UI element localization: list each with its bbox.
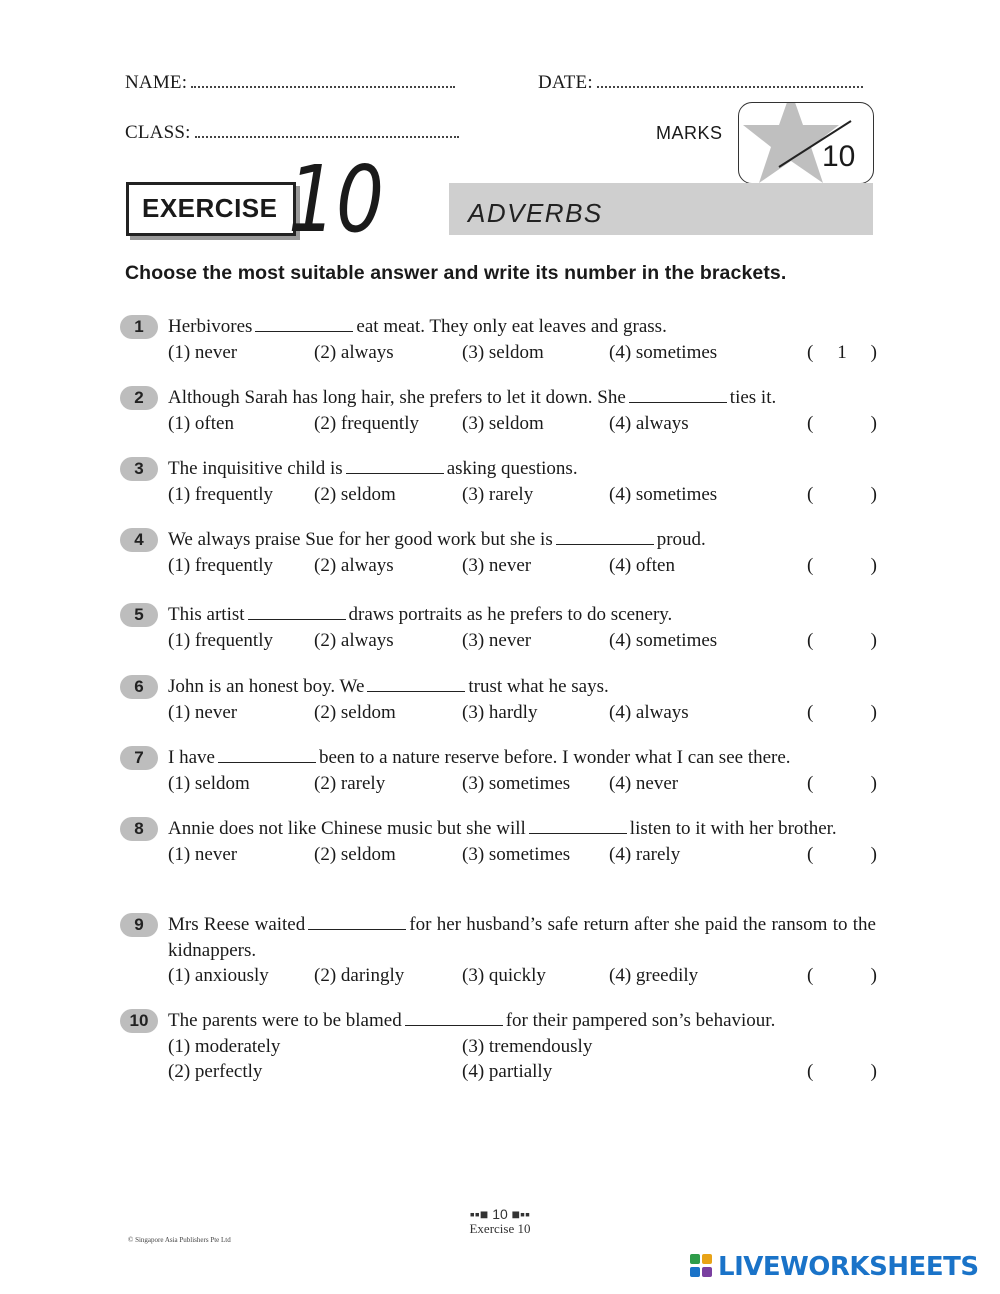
question-stem [168,527,876,553]
stem-part-2: proud. [656,529,706,550]
question-number-badge: 4 [120,528,158,552]
stem-part-1: I have [168,747,215,768]
option-1: (1) never [168,843,238,865]
logo-square-2 [702,1254,712,1264]
date-field [538,72,863,94]
option-3: (3) rarely [462,483,534,505]
question-number-badge: 5 [120,603,158,627]
option-4: (4) often [609,554,675,576]
page-number-text: 10 [492,1206,508,1222]
page-marks-left: ▪▪■ [469,1206,489,1222]
stem-part-1: Herbivores [168,316,253,337]
option-3: (3) sometimes [462,843,571,865]
option-2: (2) rarely [314,772,386,794]
bracket-open: ( [807,843,814,865]
question-number-badge: 3 [120,457,158,481]
class-field [125,122,459,144]
option-4: (4) sometimes [609,629,718,651]
bracket-open: ( [807,554,814,576]
option-2: (3) tremendously [462,1035,593,1057]
stem-part-2: asking questions. [446,458,578,479]
question-8 [120,816,876,867]
page-marks-right: ■▪▪ [511,1206,531,1222]
question-stem [168,745,876,771]
bracket-close: ) [870,772,877,794]
question-9 [120,912,876,989]
class-label: CLASS: [125,122,191,143]
bracket-close: ) [870,341,877,363]
name-label: NAME: [125,72,188,93]
stem-part-2: for her husband’s safe return after she paid the ransom to the kidnappers. [168,914,876,961]
question-number-badge: 7 [120,746,158,770]
bracket-open: ( [807,629,814,651]
option-2: (2) seldom [314,843,396,865]
marks-label: MARKS [656,123,723,143]
option-2: (2) always [314,629,394,651]
options-row [168,700,876,726]
copyright: © Singapore Asia Publishers Pte Ltd [128,1236,231,1244]
question-number-badge: 2 [120,386,158,410]
stem-part-2: ties it. [729,387,777,408]
question-10 [120,1008,876,1085]
answer-blank [218,747,316,763]
question-stem [168,456,876,482]
question-stem [168,385,876,411]
question-3 [120,456,876,507]
option-1: (1) frequently [168,554,273,576]
bracket-close: ) [870,965,877,986]
option-1: (1) often [168,412,234,434]
question-number-badge: 8 [120,817,158,841]
instructions: Choose the most suitable answer and write its number in the brackets. [125,262,787,284]
option-3: (3) seldom [462,341,544,363]
bracket-close: ) [870,1061,877,1082]
stem-part-1: Although Sarah has long hair, she prefers to let it down. She [168,387,626,408]
question-6 [120,674,876,725]
question-stem [168,314,876,340]
stem-part-2: trust what he says. [468,676,609,697]
date-line[interactable] [597,74,863,88]
bracket-open: ( [807,1061,814,1082]
stem-part-1: The inquisitive child is [168,458,343,479]
option-4: (4) sometimes [609,341,718,363]
answer-blank [405,1010,503,1026]
option-3: (3) seldom [462,412,544,434]
options-row [168,340,876,366]
options-row [168,482,876,508]
logo-square-1 [690,1254,700,1264]
question-2 [120,385,876,436]
logo-square-4 [702,1267,712,1277]
exercise-number: 10 [288,146,385,253]
option-3: (3) never [462,629,532,651]
page-number [0,1206,1000,1222]
bracket-open: ( [807,483,814,505]
class-line[interactable] [195,124,459,138]
answer-blank [529,818,627,834]
answer-blank [255,316,353,332]
options-row [168,842,876,868]
question-5 [120,602,876,653]
option-3: (2) perfectly [168,1061,263,1082]
stem-part-2: been to a nature reserve before. I wonder what I can see there. [318,747,791,768]
option-1: (1) never [168,701,238,723]
bracket-open: ( [807,701,814,723]
option-4: (4) sometimes [609,483,718,505]
option-4: (4) greedily [609,965,699,986]
bracket-open: ( [807,341,814,363]
question-stem [168,674,876,700]
options-row [168,411,876,437]
question-7 [120,745,876,796]
bracket-close: ) [870,629,877,651]
bracket-close: ) [870,554,877,576]
options-row [168,553,876,579]
question-number-badge: 1 [120,315,158,339]
question-number-badge: 6 [120,675,158,699]
stem-part-2: for their pampered son’s behaviour. [505,1010,776,1031]
option-3: (3) never [462,554,532,576]
question-stem [168,912,876,963]
liveworksheets-text: LIVEWORKSHEETS [718,1252,979,1282]
name-line[interactable] [191,74,455,88]
question-stem [168,602,876,628]
option-3: (3) quickly [462,965,546,986]
options-row [168,1059,876,1085]
stem-part-1: We always praise Sue for her good work but she is [168,529,553,550]
option-4: (4) partially [462,1061,553,1082]
bracket-close: ) [870,483,877,505]
bracket-open: ( [807,772,814,794]
option-2: (2) always [314,554,394,576]
date-label: DATE: [538,72,593,93]
stem-part-1: This artist [168,604,245,625]
bracket-close: ) [870,701,877,723]
stem-part-1: John is an honest boy. We [168,676,365,697]
stem-part-1: Mrs Reese waited [168,914,306,935]
option-1: (1) frequently [168,483,273,505]
question-1 [120,314,876,365]
stem-part-2: eat meat. They only eat leaves and grass. [356,316,667,337]
option-1: (1) frequently [168,629,273,651]
option-2: (2) daringly [314,965,405,986]
stem-part-2: listen to it with her brother. [629,818,837,839]
option-3: (3) sometimes [462,772,571,794]
option-4: (4) always [609,701,689,723]
answer-blank [629,387,727,403]
question-number-badge: 10 [120,1009,158,1033]
option-1: (1) anxiously [168,965,269,986]
name-field [125,72,455,94]
liveworksheets-logo [690,1252,979,1282]
question-stem [168,816,876,842]
option-1: (1) moderately [168,1035,281,1057]
answer-blank [308,914,406,930]
answer-value[interactable]: 1 [837,341,847,363]
bracket-open: ( [807,412,814,434]
option-4: (4) always [609,412,689,434]
stem-part-1: Annie does not like Chinese music but she will [168,818,526,839]
options-row [168,628,876,654]
stem-part-1: The parents were to be blamed [168,1010,402,1031]
option-1: (1) never [168,341,238,363]
option-2: (2) frequently [314,412,419,434]
stem-part-2: draws portraits as he prefers to do scenery. [348,604,673,625]
bracket-open: ( [807,965,814,986]
topic-title: ADVERBS [468,198,603,228]
option-1: (1) seldom [168,772,250,794]
bracket-close: ) [870,412,877,434]
question-number-badge: 9 [120,913,158,937]
option-4: (4) rarely [609,843,681,865]
logo-square-3 [690,1267,700,1277]
answer-blank [367,676,465,692]
answer-blank [346,458,444,474]
options-row [168,963,876,989]
question-4 [120,527,876,578]
option-3: (3) hardly [462,701,538,723]
option-2: (2) seldom [314,483,396,505]
option-2: (2) always [314,341,394,363]
liveworksheets-icon [690,1254,714,1280]
marks-total: 10 [822,140,856,173]
answer-blank [248,604,346,620]
question-stem [168,1008,876,1034]
footer-exercise: Exercise 10 [469,1221,531,1236]
options-row [168,771,876,797]
exercise-label: EXERCISE [142,193,278,223]
option-2: (2) seldom [314,701,396,723]
options-row [168,1034,876,1060]
option-4: (4) never [609,772,679,794]
bracket-close: ) [870,843,877,865]
answer-blank [556,529,654,545]
